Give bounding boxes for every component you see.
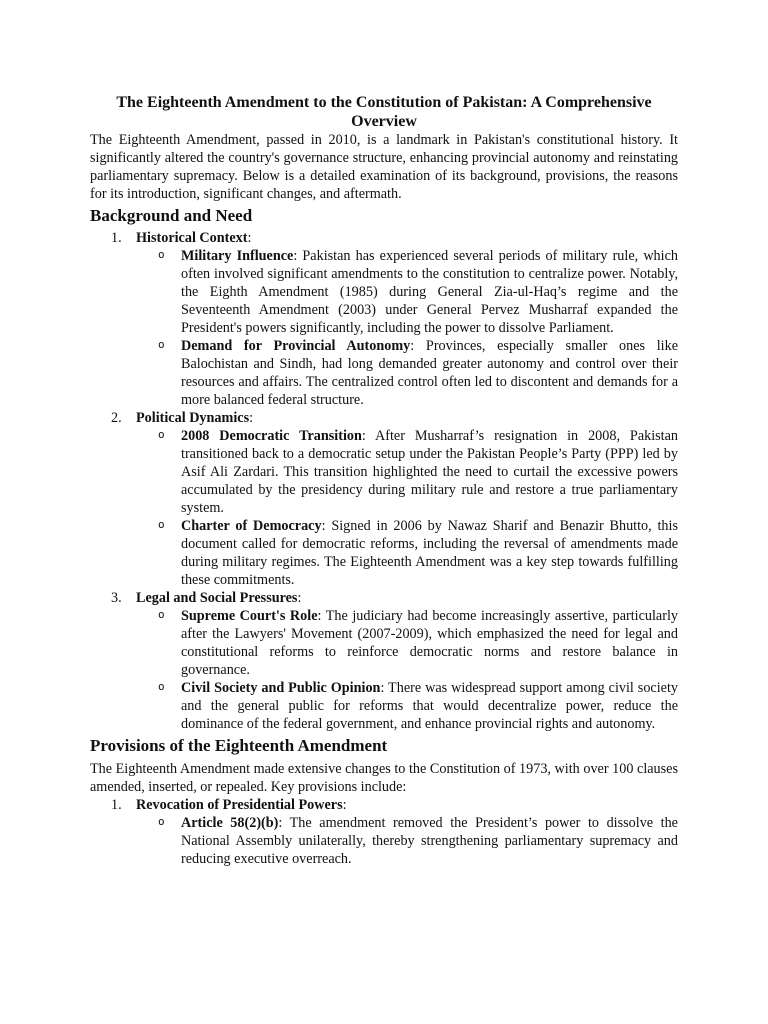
item-heading <box>136 410 253 426</box>
item-heading <box>136 797 347 813</box>
bullet-title: Article 58(2)(b) <box>181 815 279 831</box>
item-title: Historical Context <box>136 230 248 246</box>
item-colon: : <box>342 797 347 813</box>
bullet-item <box>136 814 678 868</box>
item-colon: : <box>297 590 302 606</box>
numbered-item <box>90 409 678 589</box>
bullet-text: : Provinces, especially smaller ones like Balochistan and Sindh, had long demanded greater autonomy and control over their resources and affairs. The centralized control often led to discontent and demands for a more balanced federal structure. <box>181 338 678 408</box>
item-title: Legal and Social Pressures <box>136 590 298 606</box>
bullet-item <box>136 427 678 517</box>
bullet-text: : Pakistan has experienced several periods of military rule, which often involved significant amendments to the constitution to centralize power. Notably, the Eighth Amendment (1985) during General Zia-ul-Haq’s regime and the Seventeenth Amendment (2003) under General Pervez Musharraf expanded the President's powers significantly, including the power to dissolve Parliament. <box>181 248 678 336</box>
bullet-list <box>136 427 678 589</box>
bullet-title: Charter of Democracy <box>181 518 322 534</box>
bullet-icon: o <box>158 815 165 828</box>
bullet-icon: o <box>158 428 165 441</box>
section-heading: Provisions of the Eighteenth Amendment <box>90 736 388 755</box>
item-number: 3. <box>111 590 122 606</box>
item-number: 1. <box>111 230 122 246</box>
item-number: 2. <box>111 410 122 426</box>
bullet-title: 2008 Democratic Transition <box>181 428 362 444</box>
numbered-item <box>90 589 678 733</box>
bullet-item <box>136 679 678 733</box>
bullet-icon: o <box>158 608 165 621</box>
numbered-list <box>90 229 678 733</box>
item-colon: : <box>249 410 254 426</box>
bullet-item <box>136 607 678 679</box>
numbered-item <box>90 796 678 868</box>
item-heading <box>136 230 251 246</box>
document-title: The Eighteenth Amendment to the Constitution of Pakistan: A Comprehensive Overview <box>116 94 652 130</box>
bullet-title: Military Influence <box>181 248 294 264</box>
item-colon: : <box>247 230 252 246</box>
bullet-text: : The amendment removed the President’s power to dissolve the National Assembly unilaterally, thereby strengthening parliamentary supremacy and reducing executive overreach. <box>181 815 678 867</box>
item-heading <box>136 590 301 606</box>
bullet-text: : After Musharraf’s resignation in 2008, Pakistan transitioned back to a democratic setup under the Pakistan People’s Party (PPP) led by Asif Ali Zardari. This transition highlighted the need to curtail the excessive powers accumulated by the presidency during military rule and restore a true parliamentary system. <box>181 428 678 516</box>
bullet-text: : Signed in 2006 by Nawaz Sharif and Benazir Bhutto, this document called for democratic reforms, including the reversal of amendments made during military regimes. The Eighteenth Amendment was a key step towards fulfilling these commitments. <box>181 518 678 588</box>
bullet-item <box>136 337 678 409</box>
bullet-title: Civil Society and Public Opinion <box>181 680 381 696</box>
sections-container <box>90 205 678 868</box>
document-page <box>90 93 678 868</box>
bullet-title: Demand for Provincial Autonomy <box>181 338 411 354</box>
numbered-list <box>90 796 678 868</box>
item-number: 1. <box>111 797 122 813</box>
item-title: Political Dynamics <box>136 410 250 426</box>
bullet-title: Supreme Court's Role <box>181 608 318 624</box>
bullet-list <box>136 247 678 409</box>
bullet-list <box>136 814 678 868</box>
bullet-icon: o <box>158 248 165 261</box>
numbered-item <box>90 229 678 409</box>
bullet-text: : There was widespread support among civil society and the general public for reforms that would decentralize power, reduce the dominance of the federal government, and enhance provincial rights and autonomy. <box>181 680 678 732</box>
section-intro-paragraph: The Eighteenth Amendment made extensive changes to the Constitution of 1973, with over 100 clauses amended, inserted, or repealed. Key provisions include: <box>90 761 678 795</box>
bullet-icon: o <box>158 338 165 351</box>
bullet-icon: o <box>158 680 165 693</box>
section-heading: Background and Need <box>90 206 253 225</box>
bullet-text: : The judiciary had become increasingly assertive, particularly after the Lawyers' Movement (2007-2009), which emphasized the need for legal and constitutional reforms to reinforce democratic norms and restore balance in governance. <box>181 608 678 678</box>
bullet-icon: o <box>158 518 165 531</box>
bullet-item <box>136 247 678 337</box>
intro-paragraph: The Eighteenth Amendment, passed in 2010, is a landmark in Pakistan's constitutional history. It significantly altered the country's governance structure, enhancing provincial autonomy and reinstating parliamentary supremacy. Below is a detailed examination of its background, provisions, the reasons for its introduction, significant changes, and aftermath. <box>90 132 678 202</box>
bullet-item <box>136 517 678 589</box>
bullet-list <box>136 607 678 733</box>
item-title: Revocation of Presidential Powers <box>136 797 343 813</box>
